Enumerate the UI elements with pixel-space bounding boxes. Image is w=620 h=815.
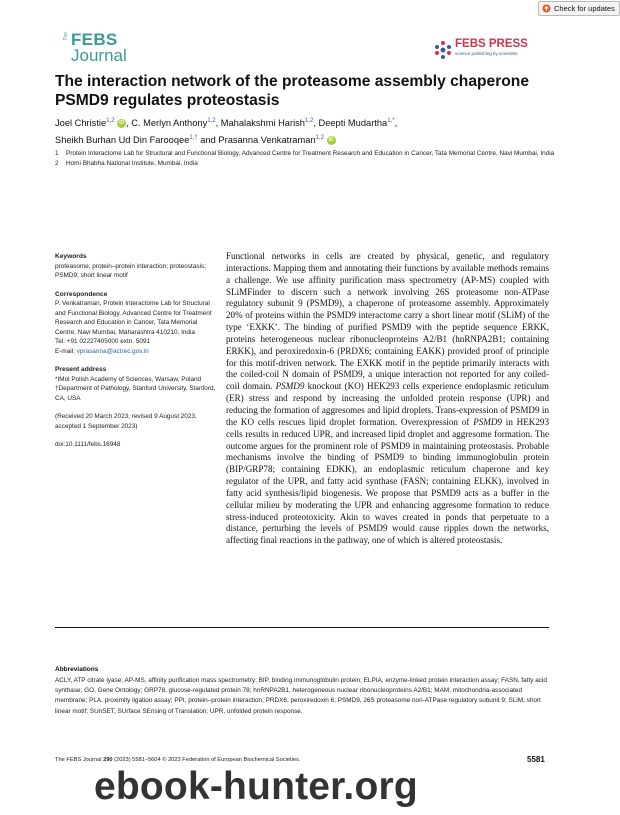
- author-name[interactable]: and Prasanna Venkatraman: [197, 135, 316, 146]
- orcid-icon[interactable]: iD: [328, 137, 334, 144]
- febs-press-dots-icon: [433, 40, 453, 60]
- email-link[interactable]: vprasanna@actrec.gov.in: [76, 347, 149, 355]
- page-number: 5581: [527, 755, 545, 764]
- author-affil-sup: 1,2: [315, 135, 324, 142]
- correspondence-heading: Correspondence: [55, 290, 108, 298]
- abstract-text: in HEK293 cells results in reduced UPR, and increased lipid droplet and aggresome formation. The outcome argues for the prominent role of PSMD9 in maintaining proteostasis. Probable mechanisms involve the binding of PSMD9 to binding immunoglobulin protein (BIP/GRP78; containing EDKK), an endoplasmic reticulum chaperone and key regulator of the UPR, and fatty acid synthase (FASN; containing ELKK), involved in fatty acid synthesis/lipid biogenesis. We propose that PSMD9 acts as a buffer in the cellular milieu by moderating the UPR and enhancing aggresome formation to reduce stress-induced proteotoxicity. Akin to waves created in ponds that perpetuate to a distance, perturbing the levels of PSMD9 would cause ripples down the networks, affecting final reactions in the pathway, one of which is altered proteostasis.: [226, 416, 550, 546]
- author-name[interactable]: , Mahalakshmi Harish: [215, 118, 305, 129]
- abstract-gene-italic: PSMD9: [473, 416, 502, 427]
- footer-volume: 290: [103, 757, 113, 763]
- author-affil-sup: 1,2: [304, 118, 314, 124]
- article-title: The interaction network of the proteasome assembly chaperone PSMD9 regulates proteostasis: [55, 73, 529, 109]
- author-affil-sup: 1,2: [207, 118, 216, 124]
- doi-link[interactable]: doi:10.1111/febs.16948: [55, 441, 121, 448]
- affiliations: [55, 149, 560, 169]
- correspondence-email-line: [55, 347, 217, 357]
- abbreviations-heading: Abbreviations: [55, 666, 99, 673]
- author-affil-sup: 1,†: [189, 135, 198, 142]
- keywords-heading: Keywords: [55, 253, 87, 260]
- journal-logo-febs: FEBS: [71, 30, 118, 49]
- correspondence-tel: Tel: +91 02227405000 extn. 5091: [55, 338, 151, 345]
- present-address-2: †Department of Pathology, Stanford University, Stanford, CA, USA: [55, 385, 216, 402]
- abstract-text: knockout (KO) HEK293 cells experience endoplasmic reticulum (ER) stress and respond by increasing the unfolded protein response (UPR) and reducing the formation of aggresomes and lipid droplets. Trans-expression of PSMD9 in the KO cells rescues lipid droplet formation. Overexpression of: [226, 381, 549, 427]
- present-address-1: *IMol Polish Academy of Sciences, Warsaw, Poland: [55, 375, 202, 383]
- abbreviations-text: ACLY, ATP citrate lyase; AP-MS, affinity purification mass spectrometry; BIP, binding immunoglobulin protein; ELPIA, enzyme-linked protein interaction assay; FASN, fatty acid synthase; GO, Gene Ontology; GRP78, glucose-regulated protein 78; hnRNPA2B1, heterogeneous nuclear ribonucleoproteins A2/B1; MAM, mitochondria-associated membrane; PLA, proximity ligation assay; PPI, protein–protein interaction; PRDX6, peroxiredoxin 6; PSMD9, 26S proteasome non-ATPase regulatory subunit 9; SLiM, short linear motif; SUnSET, SUrface SEnsing of Translation; UPR, unfolded protein response.: [55, 677, 547, 715]
- keywords-text: proteasome; protein–protein interaction; proteostasis; PSMD9; short linear motif: [55, 262, 206, 279]
- footer-journal: The FEBS Journal: [55, 757, 104, 763]
- page-footer: [55, 757, 300, 763]
- footer-copyright: (2023) 5581–5604 © 2023 Federation of European Biochemical Societies.: [112, 757, 301, 763]
- affiliation-text: Homi Bhabha National Institute, Mumbai, India: [66, 160, 198, 167]
- journal-logo-journal: Journal: [71, 46, 127, 65]
- check-for-updates-label: Check for updates: [554, 4, 615, 13]
- abstract-gene-italic: PSMD9: [275, 381, 305, 392]
- febs-press-name: FEBS PRESS: [455, 38, 528, 50]
- author-affil-sup: 1,*: [387, 118, 395, 124]
- section-divider: [55, 627, 549, 628]
- abstract: [226, 251, 549, 547]
- check-for-updates-button[interactable]: [538, 1, 620, 16]
- affiliation-number: 1: [55, 150, 59, 157]
- author-separator: ,: [394, 118, 398, 129]
- present-address-heading: Present address: [55, 366, 107, 373]
- journal-logo-the: The: [63, 32, 69, 41]
- author-affil-sup: 1,2: [106, 118, 115, 124]
- febs-press-tagline: science publishing by scientists: [455, 51, 518, 56]
- update-badge-icon: [542, 4, 551, 13]
- email-label: E-mail:: [55, 347, 77, 355]
- affiliation-number: 2: [55, 160, 59, 167]
- author-name[interactable]: Sheikh Burhan Ud Din Farooqee: [55, 135, 190, 146]
- correspondence-text: P. Venkatraman, Protein Interactome Lab for Structural and Functional Biology, Advanced Centre for Treatment Research and Education in Cancer, Tata Memorial Centre, Navi Mumbai, Maharashtra 410210, India: [55, 300, 212, 336]
- author-name[interactable]: , Deepti Mudartha: [313, 118, 388, 129]
- author-name[interactable]: Joel Christie: [55, 118, 107, 129]
- author-list: [55, 114, 555, 148]
- author-name[interactable]: , C. Merlyn Anthony: [126, 118, 208, 129]
- affiliation-text: Protein Interactome Lab for Structural and Functional Biology, Advanced Centre for Treatment Research and Education in Cancer, Tata Memorial Centre, Navi Mumbai, India: [66, 150, 555, 157]
- orcid-icon[interactable]: iD: [119, 120, 125, 127]
- affiliation-item: [55, 149, 560, 159]
- article-sidebar: [55, 252, 217, 450]
- received-dates: (Received 20 March 2023, revised 9 August 2023, accepted 1 September 2023): [55, 413, 197, 430]
- affiliation-item: [55, 159, 560, 169]
- abstract-text: Functional networks in cells are created by physical, genetic, and regulatory interactions. Mapping them and annotating their functions by available methods remains a challenge. We use affinity purification mass spectrometry (AP-MS) coupled with SLiMFinder to discern such a network involving 26S proteasome non-ATPase regulatory subunit 9 (PSMD9), a chaperone of proteasome assembly. Approximately 20% of proteins within the PSMD9 interactome carry a short linear motif (SLiM) of the type ‘EXKK’. The binding of purified PSMD9 with the peptide sequence ERKK, proteins heterogeneous nuclear ribonucleoproteins A2/B1 (hnRNPA2B1; containing ERKK), and peroxiredoxin-6 (PRDX6; containing EAKK) provided proof of principle for this motif-driven network. The EXKK motif in the peptide primarily interacts with the coiled-coil N domain of PSMD9, a unique interaction not reported for any coiled-coil domain.: [226, 251, 549, 392]
- watermark: ebook-hunter.org: [94, 765, 418, 808]
